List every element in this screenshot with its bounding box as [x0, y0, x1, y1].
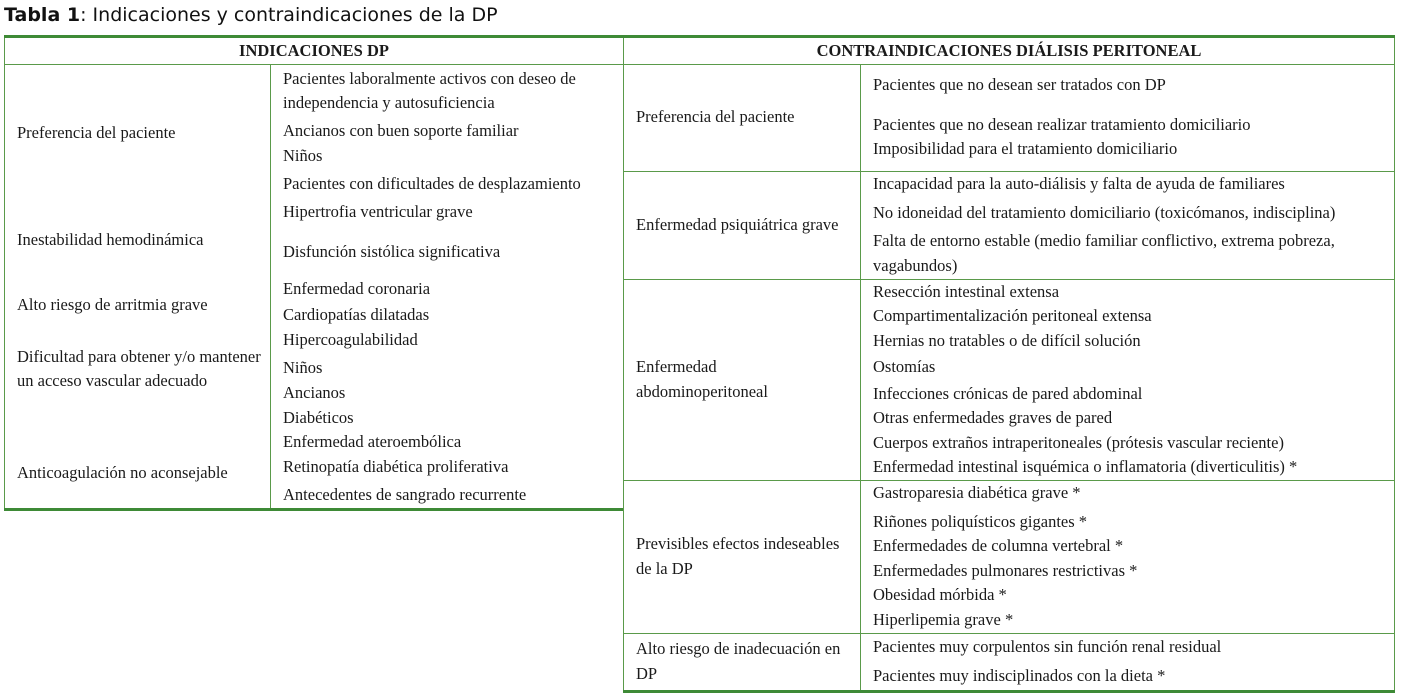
items-cell	[861, 633, 1395, 691]
list-item: Enfermedades de columna vertebral *	[873, 536, 1124, 555]
list-item: Cuerpos extraños intraperitoneales (prótesis vascular reciente)	[873, 432, 1284, 452]
list-item: Otras enfermedades graves de pared	[873, 408, 1113, 427]
list-item: Pacientes con dificultades de desplazamiento	[283, 173, 581, 193]
list-item: No idoneidad del tratamiento domiciliario (toxicómanos, indisciplina)	[873, 202, 1336, 222]
list-item: Pacientes que no desean realizar tratamiento domiciliario	[873, 114, 1251, 134]
list-item: Compartimentalización peritoneal extensa	[873, 306, 1152, 325]
table-row	[624, 64, 1395, 171]
list-item: Pacientes laboralmente activos con deseo de independencia y autosuficiencia	[283, 68, 576, 112]
list-item: Enfermedad intestinal isquémica o inflamatoria (diverticulitis) *	[873, 457, 1298, 476]
category-cell: Previsibles efectos indeseables de la DP	[624, 480, 861, 633]
category-cell: Enfermedad abdominoperitoneal	[624, 279, 861, 480]
list-item: Pacientes que no desean ser tratados con DP	[873, 75, 1166, 95]
list-item: Incapacidad para la auto-diálisis y falta de ayuda de familiares	[873, 174, 1285, 193]
list-item: Niños	[283, 146, 323, 165]
list-item: Diabéticos	[283, 407, 354, 427]
table-row	[624, 480, 1395, 633]
list-item: Disfunción sistólica significativa	[283, 241, 501, 261]
list-item: Pacientes muy corpulentos sin función renal residual	[873, 636, 1222, 656]
category-cell: Alto riesgo de arritmia grave	[17, 294, 208, 314]
list-item: Enfermedades pulmonares restrictivas *	[873, 560, 1138, 580]
list-item: Hipercoagulabilidad	[283, 330, 418, 349]
category-cell: Inestabilidad hemodinámica	[17, 229, 204, 249]
list-item: Retinopatía diabética proliferativa	[283, 456, 509, 476]
category-cell: Enfermedad psiquiátrica grave	[624, 171, 861, 279]
category-cell: Preferencia del paciente	[17, 122, 176, 142]
list-item: Hipertrofia ventricular grave	[283, 202, 473, 221]
list-item: Ostomías	[873, 357, 936, 376]
list-item: Cardiopatías dilatadas	[283, 304, 430, 324]
table-row	[5, 64, 624, 509]
items-cell	[861, 171, 1395, 279]
list-item: Niños	[283, 357, 323, 377]
caption-text: : Indicaciones y contraindicaciones de la DP	[80, 4, 498, 26]
list-item: Obesidad mórbida *	[873, 585, 1007, 604]
list-item: Resección intestinal extensa	[873, 281, 1060, 301]
category-cell: Anticoagulación no aconsejable	[17, 462, 228, 482]
items-cell	[861, 279, 1395, 480]
list-item: Imposibilidad para el tratamiento domiciliario	[873, 139, 1178, 159]
list-item: Hernias no tratables o de difícil solución	[873, 330, 1141, 350]
indicaciones-items	[271, 64, 624, 509]
list-item: Enfermedad coronaria	[283, 279, 431, 298]
list-item: Antecedentes de sangrado recurrente	[283, 485, 527, 504]
indicaciones-categories	[5, 64, 271, 509]
table-row	[624, 633, 1395, 691]
table-row	[624, 171, 1395, 279]
contraindicaciones-header: CONTRAINDICACIONES DIÁLISIS PERITONEAL	[624, 37, 1395, 65]
indicaciones-table	[4, 35, 624, 511]
table-row	[624, 279, 1395, 480]
category-cell: Preferencia del paciente	[624, 64, 861, 171]
list-item: Hiperlipemia grave *	[873, 609, 1014, 629]
list-item: Pacientes muy indisciplinados con la dieta *	[873, 666, 1166, 685]
table-caption	[4, 2, 498, 28]
list-item: Gastroparesia diabética grave *	[873, 483, 1081, 502]
list-item: Riñones poliquísticos gigantes *	[873, 511, 1088, 531]
category-cell: Alto riesgo de inadecuación en DP	[624, 633, 861, 691]
contraindicaciones-table	[623, 35, 1395, 693]
caption-label: Tabla 1	[4, 4, 81, 26]
list-item: Enfermedad ateroembólica	[283, 432, 462, 451]
items-cell	[861, 64, 1395, 171]
category-cell: Dificultad para obtener y/o mantener un acceso vascular adecuado	[17, 346, 261, 390]
list-item: Ancianos con buen soporte familiar	[283, 120, 519, 140]
indicaciones-header: INDICACIONES DP	[5, 37, 624, 65]
items-cell	[861, 480, 1395, 633]
list-item: Falta de entorno estable (medio familiar conflictivo, extrema pobreza, vagabundos)	[873, 231, 1335, 275]
list-item: Ancianos	[283, 383, 346, 402]
list-item: Infecciones crónicas de pared abdominal	[873, 383, 1143, 403]
